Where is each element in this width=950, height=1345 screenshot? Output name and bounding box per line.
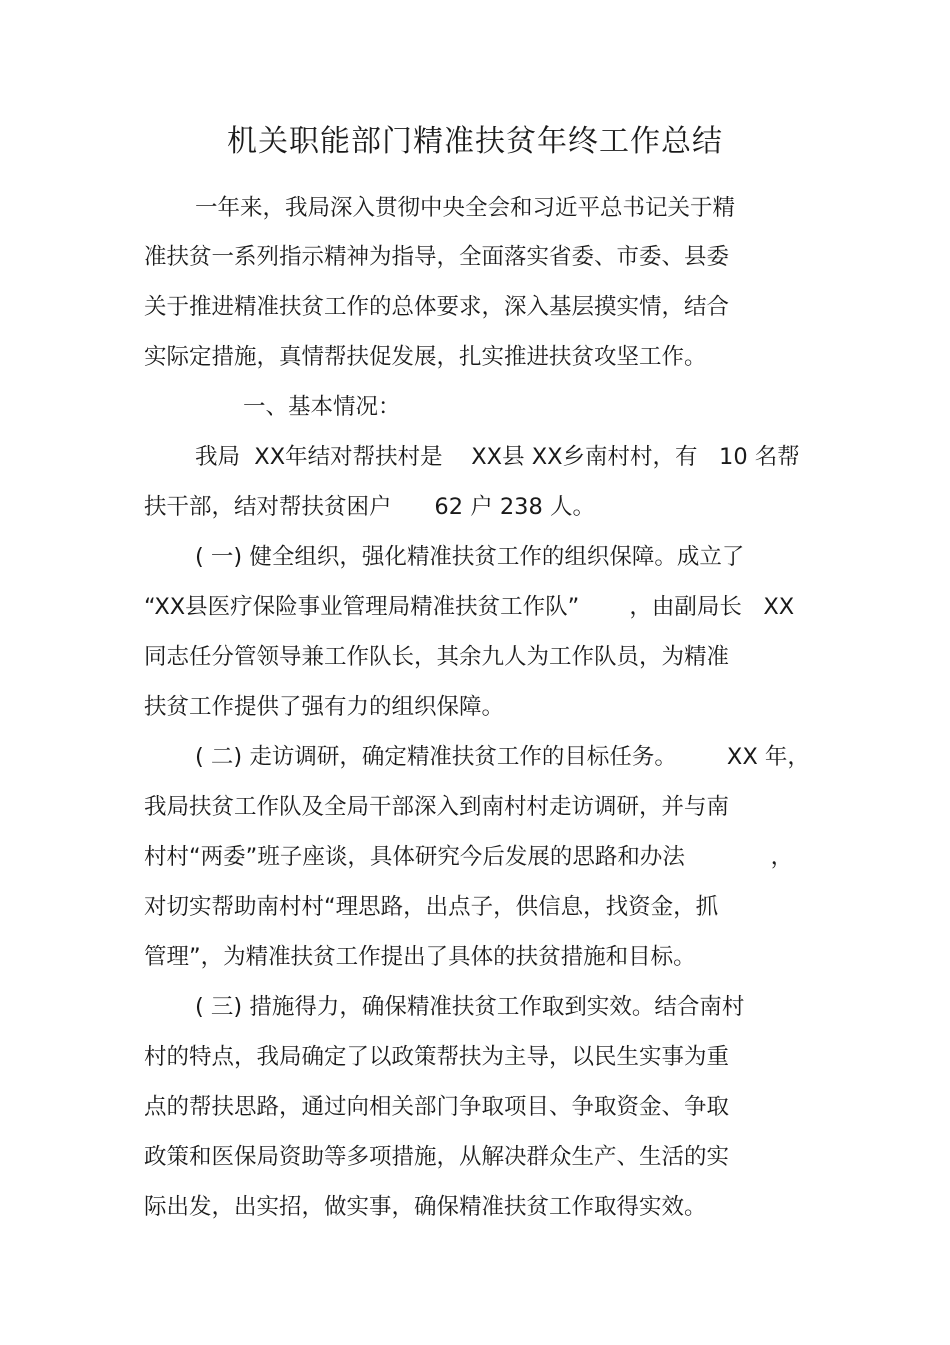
paragraph-line-measures-1: ( 三) 措施得力，确保精准扶贫工作取到实效。结合南村	[195, 994, 745, 1020]
paragraph-line-intro-3: 关于推进精准扶贫工作的总体要求，深入基层摸实情，结合	[144, 294, 730, 320]
paragraph-line-survey-2: 我局扶贫工作队及全局干部深入到南村村走访调研，并与南	[144, 794, 730, 820]
paragraph-line-survey-1: ( 二) 走访调研，确定精准扶贫工作的目标任务。 XX 年，	[195, 744, 810, 770]
document-title: 机关职能部门精准扶贫年终工作总结	[227, 124, 723, 159]
paragraph-line-intro-4: 实际定措施，真情帮扶促发展，扎实推进扶贫攻坚工作。	[144, 344, 707, 370]
paragraph-line-survey-5: 管理”，为精准扶贫工作提出了具体的扶贫措施和目标。	[144, 944, 696, 970]
paragraph-line-measures-3: 点的帮扶思路，通过向相关部门争取项目、争取资金、争取	[144, 1094, 730, 1120]
section-heading-basic: 一、基本情况：	[243, 394, 401, 420]
paragraph-line-measures-4: 政策和医保局资助等多项措施，从解决群众生产、生活的实	[144, 1144, 730, 1170]
paragraph-line-organize-4: 扶贫工作提供了强有力的组织保障。	[144, 694, 505, 720]
paragraph-line-organize-1: ( 一) 健全组织，强化精准扶贫工作的组织保障。成立了	[195, 544, 745, 570]
paragraph-line-measures-5: 际出发，出实招，做实事，确保精准扶贫工作取得实效。	[144, 1194, 707, 1220]
paragraph-line-intro-1: 一年来，我局深入贯彻中央全会和习近平总书记关于精	[195, 195, 736, 221]
paragraph-line-organize-3: 同志任分管领导兼工作队长，其余九人为工作队员，为精准	[144, 644, 730, 670]
paragraph-line-measures-2: 村的特点，我局确定了以政策帮扶为主导，以民生实事为重	[144, 1044, 730, 1070]
paragraph-line-intro-2: 准扶贫一系列指示精神为指导，全面落实省委、市委、县委	[144, 244, 730, 270]
paragraph-line-basic-1: 我局 XX年结对帮扶村是 XX县 XX乡南村村，有 10 名帮	[195, 444, 800, 470]
paragraph-line-survey-3: 村村“两委”班子座谈，具体研究今后发展的思路和办法 ，	[144, 844, 794, 870]
paragraph-line-survey-4: 对切实帮助南村村“理思路，出点子，供信息，找资金，抓	[144, 894, 719, 920]
paragraph-line-organize-2: “XX县医疗保险事业管理局精准扶贫工作队” ，由副局长 XX	[144, 594, 795, 620]
paragraph-line-basic-2: 扶干部，结对帮扶贫困户 62 户 238 人。	[144, 494, 595, 520]
